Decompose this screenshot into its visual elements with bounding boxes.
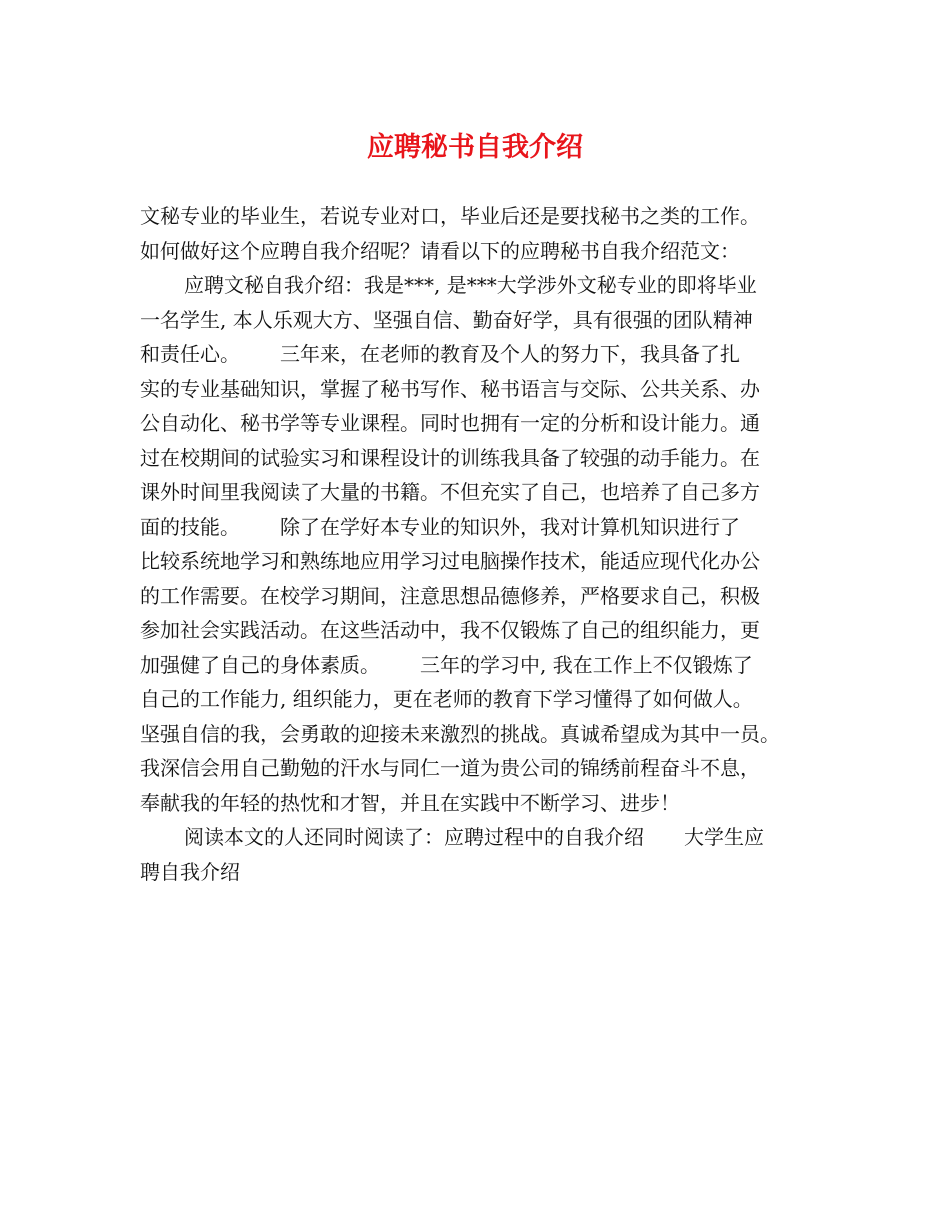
related-article-link: 大学生应 [684, 825, 764, 849]
paragraph-line [140, 510, 840, 545]
paragraph-line: 一名学生, 本人乐观大方、坚强自信、勤奋好学，具有很强的团队精神 [140, 307, 753, 332]
paragraph-line: 应聘文秘自我介绍：我是***, 是***大学涉外文秘专业的即将毕业 [184, 273, 757, 297]
line-segment: 三年的学习中, 我在工作上不仅锻炼了 [420, 652, 753, 677]
paragraph-line: 聘自我介绍 [140, 859, 240, 884]
paragraph-line: 自己的工作能力, 组织能力，更在老师的教育下学习懂得了如何做人。 [140, 687, 753, 711]
paragraph-line: 奉献我的年轻的热忱和才智，并且在实践中不断学习、进步！ [140, 790, 680, 815]
paragraph-line: 我深信会用自己勤勉的汗水与同仁一道为贵公司的锦绣前程奋斗不息， [140, 756, 760, 780]
paragraph-line: 比较系统地学习和熟练地应用学习过电脑操作技术，能适应现代化办公 [140, 549, 760, 573]
line-segment: 面的技能。 [140, 514, 240, 539]
line-segment: 加强健了自己的身体素质。 [140, 652, 380, 677]
line-segment: 和责任心。 [140, 342, 240, 366]
paragraph-line [140, 648, 840, 683]
line-segment: 三年来，在老师的教育及个人的努力下，我具备了扎 [280, 342, 740, 366]
document-body [140, 199, 840, 889]
paragraph-line: 文秘专业的毕业生，若说专业对口，毕业后还是要找秘书之类的工作。 [140, 204, 760, 228]
paragraph-line: 公自动化、秘书学等专业课程。同时也拥有一定的分析和设计能力。通 [140, 411, 760, 435]
paragraph-line: 参加社会实践活动。在这些活动中，我不仅锻炼了自己的组织能力，更 [140, 618, 760, 642]
line-segment: 除了在学好本专业的知识外，我对计算机知识进行了 [280, 514, 740, 539]
paragraph-line: 课外时间里我阅读了大量的书籍。不但充实了自己，也培养了自己多方 [140, 480, 760, 504]
paragraph-line [140, 337, 840, 372]
page-title: 应聘秘书自我介绍 [367, 132, 583, 163]
paragraph-line: 坚强自信的我，会勇敢的迎接未来激烈的挑战。真诚希望成为其中一员。 [140, 721, 780, 746]
paragraph-line: 过在校期间的试验实习和课程设计的训练我具备了较强的动手能力。在 [140, 445, 760, 470]
paragraph-line: 实的专业基础知识，掌握了秘书写作、秘书语言与交际、公共关系、办 [140, 376, 760, 401]
paragraph-line: 的工作需要。在校学习期间，注意思想品德修养，严格要求自己，积极 [140, 583, 760, 608]
paragraph-line: 如何做好这个应聘自我介绍呢？请看以下的应聘秘书自我介绍范文： [140, 238, 740, 263]
line-segment: 阅读本文的人还同时阅读了：应聘过程中的自我介绍 [184, 825, 644, 849]
paragraph-line [140, 820, 840, 855]
